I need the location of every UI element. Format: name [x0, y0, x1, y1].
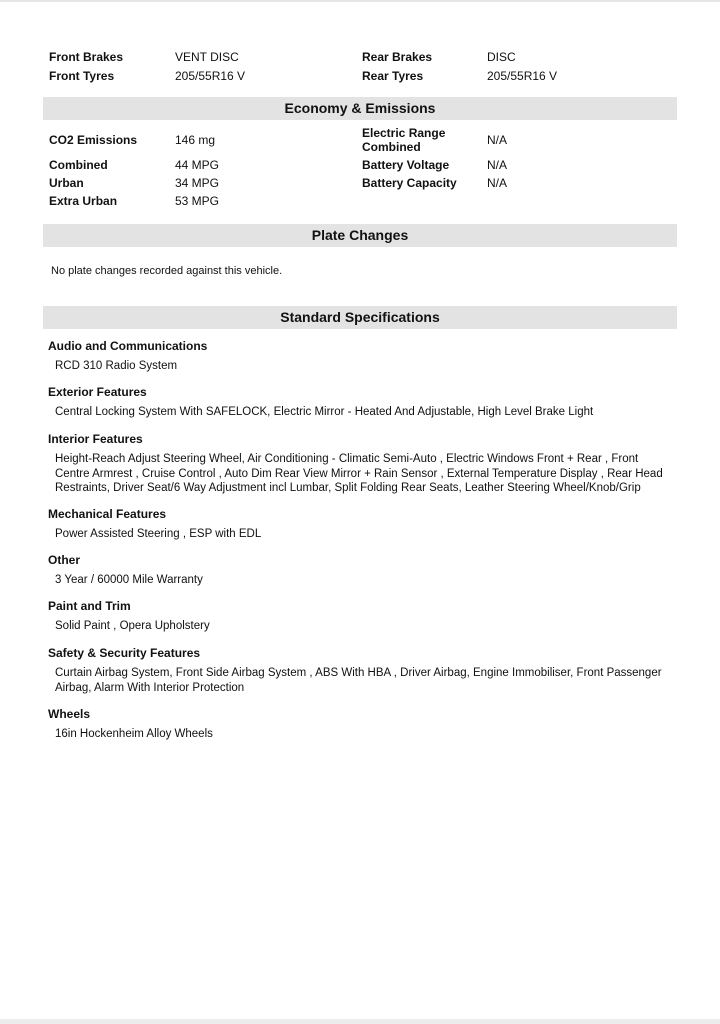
- rear-tyres-label: Rear Tyres: [362, 69, 424, 83]
- spec-category-text: Solid Paint , Opera Upholstery: [55, 620, 210, 632]
- battery-voltage-label: Battery Voltage: [362, 158, 450, 172]
- spec-row-brakes: [49, 50, 689, 68]
- spec-row-extra-urban: [49, 194, 689, 212]
- urban-label: Urban: [49, 176, 84, 190]
- economy-section-title: Economy & Emissions: [43, 97, 677, 120]
- front-tyres-value: 205/55R16 V: [175, 69, 246, 83]
- spec-category-wheels: [48, 707, 668, 742]
- front-tyres-label: Front Tyres: [49, 69, 115, 83]
- spec-category-mechanical: [48, 507, 668, 542]
- spec-category-text: RCD 310 Radio System: [55, 360, 178, 372]
- extra-urban-label: Extra Urban: [49, 194, 118, 208]
- spec-category-text: Central Locking System With SAFELOCK, Electric Mirror - Heated And Adjustable, High Level Brake Light: [55, 406, 594, 418]
- front-brakes-value: VENT DISC: [175, 50, 239, 64]
- spec-category-text: 3 Year / 60000 Mile Warranty: [55, 574, 203, 586]
- rear-tyres-value: 205/55R16 V: [487, 69, 558, 83]
- page-top-edge: [0, 0, 720, 2]
- electric-range-label: Electric Range Combined: [362, 126, 446, 154]
- spec-category-text: 16in Hockenheim Alloy Wheels: [55, 728, 213, 740]
- combined-label: Combined: [49, 158, 108, 172]
- spec-category-safety: [48, 646, 668, 695]
- spec-category-text: Power Assisted Steering , ESP with EDL: [55, 528, 262, 540]
- spec-category-title: Audio and Communications: [48, 339, 208, 353]
- spec-category-exterior: [48, 385, 668, 420]
- rear-brakes-label: Rear Brakes: [362, 50, 433, 64]
- extra-urban-value: 53 MPG: [175, 194, 220, 208]
- spec-category-title: Paint and Trim: [48, 599, 131, 613]
- plate-changes-section-title: Plate Changes: [43, 224, 677, 247]
- spec-category-text: Height-Reach Adjust Steering Wheel, Air Conditioning - Climatic Semi-Auto , Electric Windows Front + Rear , Front Centre Armrest , Cruise Control , Auto Dim Rear View Mirror + Rain Sensor , External Temperature Display , Rear Head Restraints, Driver Seat/6 Way Adjustment incl Lumbar, Split Folding Rear Seats, Leather Steering Wheel/Knob/Grip: [55, 453, 663, 494]
- spec-category-title: Exterior Features: [48, 385, 147, 399]
- spec-category-paint-trim: [48, 599, 668, 634]
- spec-row-urban: [49, 176, 689, 194]
- spec-category-text: Curtain Airbag System, Front Side Airbag System , ABS With HBA , Driver Airbag, Engine Immobiliser, Front Passenger Airbag, Alarm With Interior Protection: [55, 667, 662, 694]
- spec-category-title: Interior Features: [48, 432, 143, 446]
- co2-label: CO2 Emissions: [49, 133, 138, 147]
- spec-category-other: [48, 553, 668, 588]
- spec-category-title: Mechanical Features: [48, 507, 167, 521]
- spec-row-tyres: [49, 69, 689, 87]
- spec-category-audio: [48, 339, 668, 374]
- battery-capacity-label: Battery Capacity: [362, 176, 457, 190]
- co2-value: 146 mg: [175, 133, 216, 147]
- spec-row-combined: [49, 158, 689, 176]
- spec-category-title: Other: [48, 553, 81, 567]
- front-brakes-label: Front Brakes: [49, 50, 124, 64]
- spec-category-interior: [48, 432, 668, 496]
- plate-changes-note: No plate changes recorded against this vehicle.: [51, 265, 283, 277]
- urban-value: 34 MPG: [175, 176, 220, 190]
- battery-voltage-value: N/A: [487, 158, 508, 172]
- combined-value: 44 MPG: [175, 158, 220, 172]
- spec-category-title: Safety & Security Features: [48, 646, 201, 660]
- spec-row-co2: [49, 126, 689, 156]
- spec-category-title: Wheels: [48, 707, 91, 721]
- battery-capacity-value: N/A: [487, 176, 508, 190]
- rear-brakes-value: DISC: [487, 50, 516, 64]
- electric-range-value: N/A: [487, 133, 508, 147]
- standard-specs-section-title: Standard Specifications: [43, 306, 677, 329]
- page-bottom-edge: [0, 1019, 720, 1024]
